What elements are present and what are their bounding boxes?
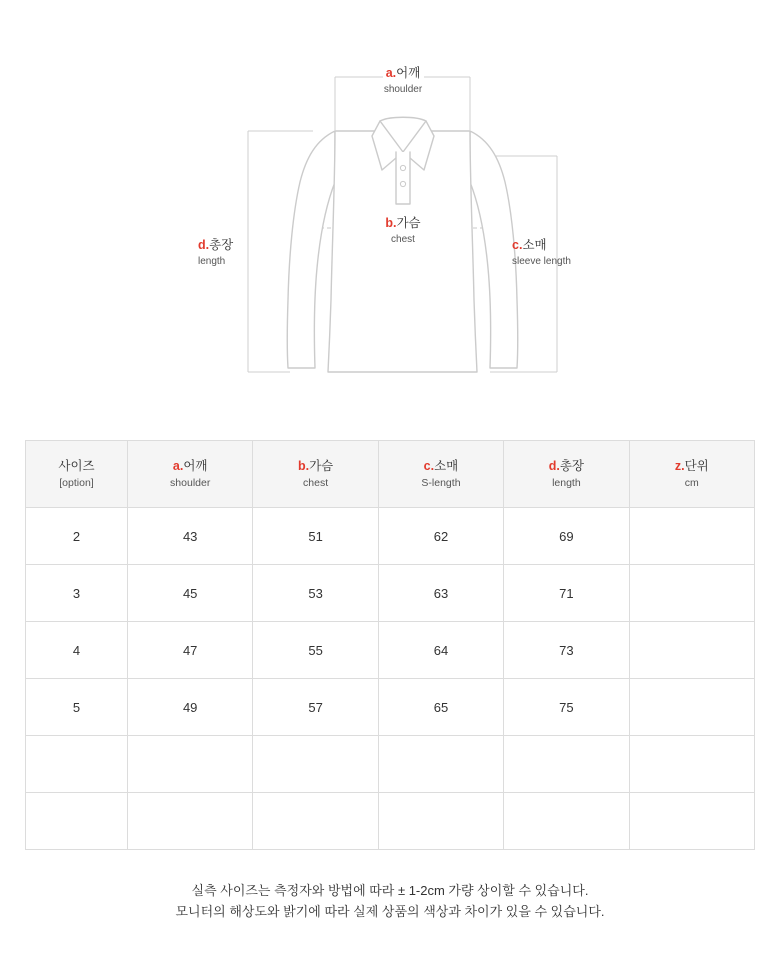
cell-sleeve: 65 [378, 679, 503, 736]
cell-unit [629, 622, 754, 679]
cell-unit [629, 508, 754, 565]
note-measurement: 실측 사이즈는 측정자와 방법에 따라 ± 1-2cm 가량 상이할 수 있습니다. [191, 883, 589, 898]
table-header-row [26, 441, 755, 508]
header-5-marker: z. [674, 458, 685, 473]
header-5-en: cm [684, 476, 699, 489]
shoulder-ko: 어깨 [396, 66, 421, 80]
diagram-label-shoulder [348, 66, 458, 96]
cell-unit [629, 679, 754, 736]
cell-sleeve [378, 736, 503, 793]
cell-size: 2 [26, 508, 128, 565]
cell-chest: 57 [253, 679, 378, 736]
header-1-en: shoulder [170, 476, 211, 489]
neck-opening [380, 117, 426, 121]
note-color: 모니터의 해상도와 밝기에 따라 실제 상품의 색상과 차이가 있을 수 있습니다. [175, 904, 605, 920]
cell-chest [253, 736, 378, 793]
header-2-marker: b. [297, 458, 310, 473]
diagram-label-chest [348, 216, 458, 246]
table-row [26, 565, 755, 622]
header-2-ko: 가슴 [309, 458, 334, 473]
table-row [26, 679, 755, 736]
header-cell-chest [253, 441, 378, 508]
header-0-en: [option] [59, 476, 94, 489]
cell-shoulder: 47 [128, 622, 253, 679]
header-cell-shoulder [128, 441, 253, 508]
cell-shoulder: 49 [128, 679, 253, 736]
cell-sleeve: 62 [378, 508, 503, 565]
cell-size [26, 736, 128, 793]
cell-size: 4 [26, 622, 128, 679]
cell-shoulder: 43 [128, 508, 253, 565]
header-cell-size [26, 441, 128, 508]
cell-sleeve: 63 [378, 565, 503, 622]
header-0-ko: 사이즈 [58, 458, 95, 473]
size-table [25, 440, 755, 850]
cell-unit [629, 736, 754, 793]
header-cell-length [504, 441, 629, 508]
right-sleeve [470, 131, 518, 368]
header-1-ko: 어깨 [183, 458, 208, 473]
header-cell-unit [629, 441, 754, 508]
cell-shoulder: 45 [128, 565, 253, 622]
table-row [26, 622, 755, 679]
length-en: length [198, 255, 226, 267]
cell-length: 71 [504, 565, 629, 622]
sleeve-marker: c. [512, 238, 523, 252]
cell-sleeve: 64 [378, 622, 503, 679]
placket [396, 152, 410, 204]
cell-sleeve [378, 793, 503, 850]
shoulder-marker: a. [385, 66, 397, 80]
header-4-en: length [552, 476, 581, 489]
length-ko: 총장 [209, 238, 234, 252]
table-row [26, 508, 755, 565]
cell-length: 75 [504, 679, 629, 736]
chest-en: chest [391, 233, 415, 245]
cell-chest: 55 [253, 622, 378, 679]
cell-size [26, 793, 128, 850]
table-row [26, 736, 755, 793]
table-row [26, 793, 755, 850]
cell-unit [629, 793, 754, 850]
cell-length: 73 [504, 622, 629, 679]
sleeve-en: sleeve length [512, 255, 571, 267]
cell-size: 5 [26, 679, 128, 736]
header-2-en: chest [303, 476, 329, 489]
size-table-body [26, 508, 755, 850]
header-5-ko: 단위 [684, 458, 709, 473]
sleeve-ko: 소매 [522, 238, 547, 252]
header-4-ko: 총장 [559, 458, 584, 473]
header-3-en: S-length [421, 476, 461, 489]
cell-size: 3 [26, 565, 128, 622]
chest-marker: b. [385, 216, 397, 230]
footer-notes [0, 880, 780, 923]
diagram-label-sleeve [512, 238, 632, 268]
cell-length [504, 793, 629, 850]
shoulder-en: shoulder [383, 83, 423, 95]
size-diagram [0, 0, 780, 440]
cell-shoulder [128, 736, 253, 793]
chest-ko: 가슴 [396, 216, 421, 230]
header-3-ko: 소매 [434, 458, 459, 473]
size-table-container [25, 440, 755, 850]
cell-unit [629, 565, 754, 622]
cell-chest: 51 [253, 508, 378, 565]
header-1-marker: a. [172, 458, 184, 473]
length-marker: d. [198, 238, 210, 252]
header-4-marker: d. [548, 458, 560, 473]
header-3-marker: c. [423, 458, 435, 473]
header-cell-sleeve [378, 441, 503, 508]
diagram-label-length [198, 238, 308, 268]
cell-length: 69 [504, 508, 629, 565]
cell-length [504, 736, 629, 793]
size-table-head [26, 441, 755, 508]
cell-shoulder [128, 793, 253, 850]
cell-chest: 53 [253, 565, 378, 622]
cell-chest [253, 793, 378, 850]
